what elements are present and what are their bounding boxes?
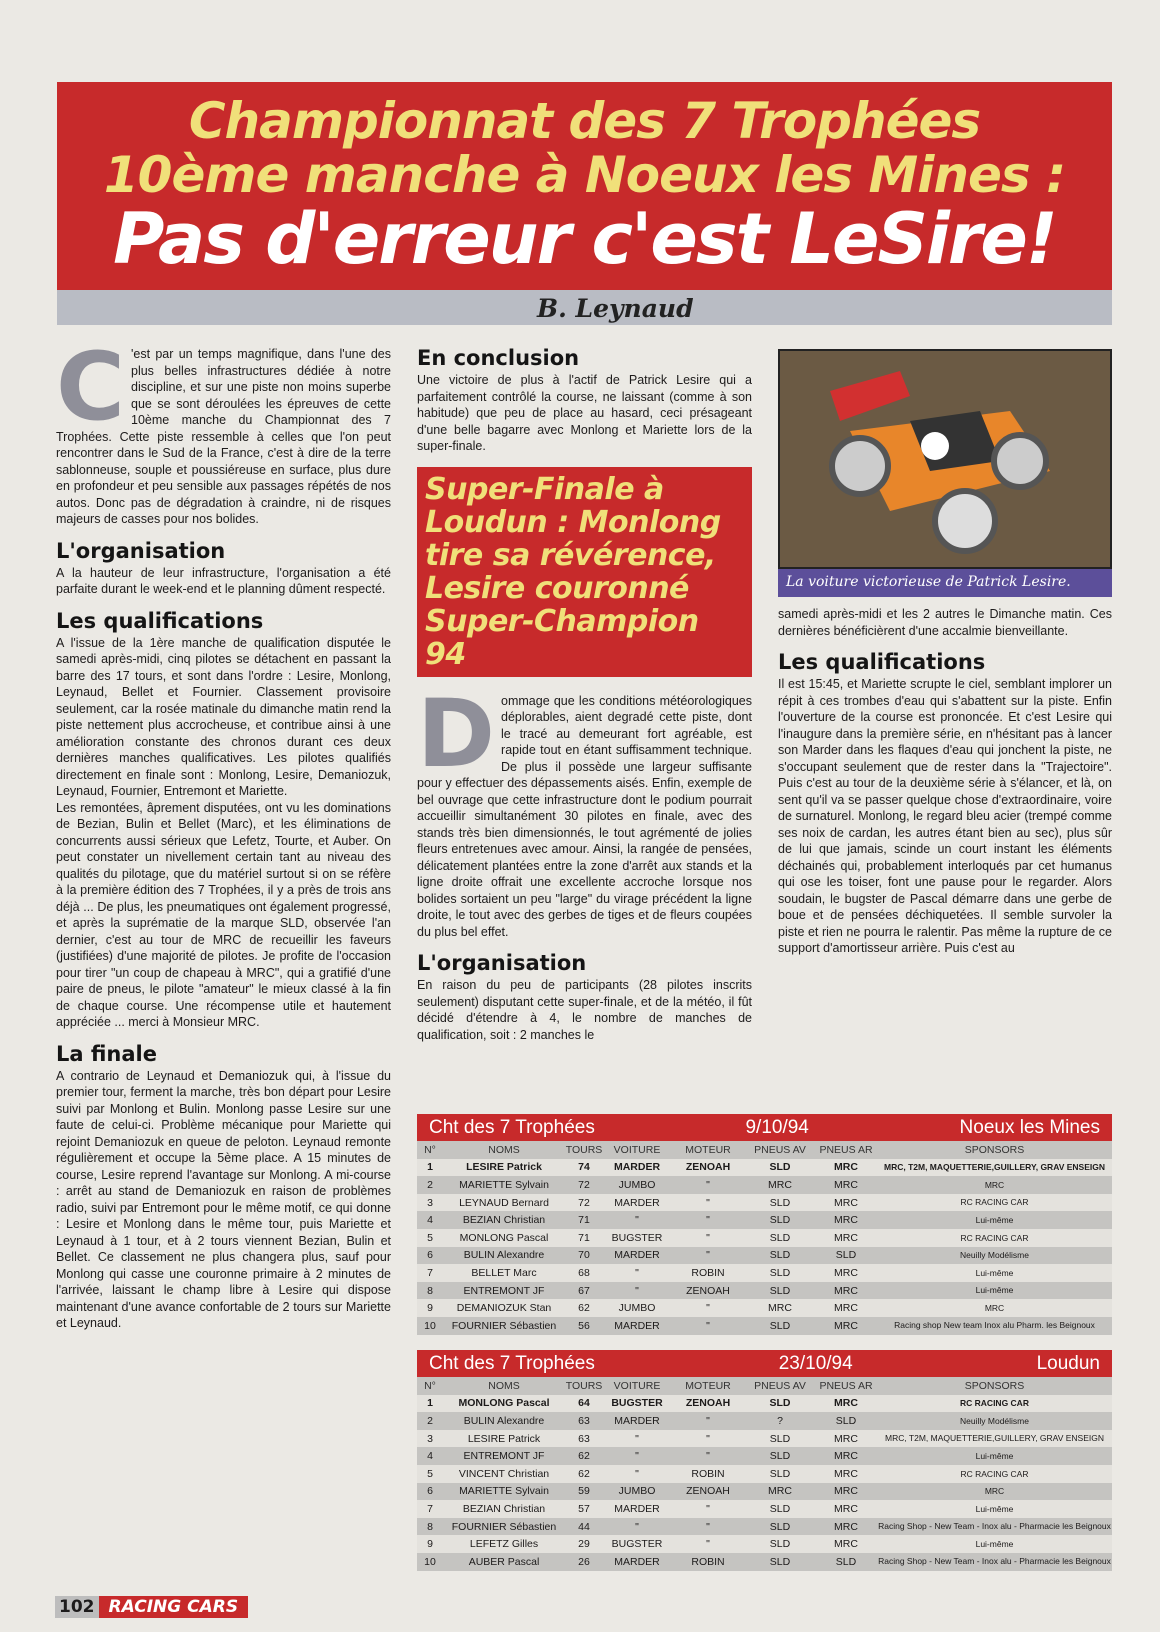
- author-byline: B. Leynaud: [537, 294, 694, 323]
- table-cell: 67: [578, 1284, 590, 1297]
- table-row: [417, 1194, 1112, 1212]
- table-cell: 68: [578, 1266, 590, 1279]
- table-cell: ": [635, 1266, 639, 1279]
- column-1: [56, 333, 391, 1332]
- table-cell: ": [706, 1302, 710, 1315]
- table-cell: RC RACING CAR: [960, 1468, 1029, 1479]
- byline-bar: [57, 290, 1112, 325]
- table-cell: Racing shop New team Inox alu Pharm. les Beignoux: [894, 1320, 1095, 1331]
- table-cell: MRC: [984, 1179, 1005, 1190]
- column-header: SPONSORS: [964, 1143, 1025, 1156]
- table-cell: 5: [427, 1231, 433, 1244]
- table-cell: ZENOAH: [686, 1284, 730, 1297]
- table-cell: MRC: [834, 1397, 858, 1410]
- car-photo: [778, 349, 1112, 569]
- column-header: MOTEUR: [685, 1379, 731, 1392]
- table-cell: ": [706, 1196, 710, 1209]
- table-cell: SLD: [769, 1502, 791, 1515]
- table-row: [417, 1159, 1112, 1177]
- table-row: [417, 1317, 1112, 1335]
- table-cell: 7: [427, 1502, 433, 1515]
- table-cell: MRC: [834, 1266, 858, 1279]
- table-row: [417, 1483, 1112, 1501]
- column-header: PNEUS AV: [754, 1143, 806, 1156]
- table-cell: MRC: [834, 1485, 858, 1498]
- table-header-row: [417, 1377, 1112, 1395]
- table-cell: Lui-même: [975, 1285, 1014, 1296]
- title-headline: Pas d'erreur c'est LeSire!: [113, 198, 1056, 280]
- table-cell: SLD: [769, 1249, 791, 1262]
- photo-caption: La voiture victorieuse de Patrick Lesire.: [778, 569, 1112, 597]
- table-date: 9/10/94: [745, 1116, 809, 1138]
- table-row: [417, 1395, 1112, 1413]
- super-finale-headline: Super-Finale à Loudun : Monlong tire sa révérence, Lesire couronné Super-Champion 94: [417, 467, 752, 677]
- table-cell: SLD: [769, 1467, 791, 1480]
- table-cell: Lui-même: [975, 1214, 1014, 1225]
- table-cell: MARIETTE Sylvain: [459, 1178, 549, 1191]
- table-cell: MONLONG Pascal: [459, 1231, 549, 1244]
- table-cell: 2: [427, 1178, 433, 1191]
- table-cell: LEFETZ Gilles: [469, 1538, 539, 1551]
- column-header: PNEUS AR: [819, 1379, 873, 1392]
- table-cell: 70: [578, 1249, 590, 1262]
- table-row: [417, 1412, 1112, 1430]
- table-cell: MARDER: [614, 1249, 660, 1262]
- table-cell: ": [706, 1319, 710, 1332]
- table-cell: 62: [578, 1302, 590, 1315]
- table-cell: ": [635, 1520, 639, 1533]
- finale-paragraph: A contrario de Leynaud et Demaniozuk qui, à l'issue du premier tour, ferment la marche, très bon départ pour Lesire suivi par Monlong et Bulin. Monlong passe Lesire sur une faute de celui-ci. Problème mécanique pour Mariette qui rejoint Demaniozuk en queue de peloton. Leynaud remonte régulièrement et occupe la 5ème place. A 15 minutes de course, Lesire reprend l'avantage sur Monlong. A mi-course : arrêt au stand de Demaniozuk en raison de problèmes radio, suivi par Entremont pour le même motif, ce qui donne : Lesire et Monlong dans le même tour, puis Mariette et Leynaud à 1 tour, et à 2 tours viennent Bezian, Bulin et Bellet. Ce classement ne plus changera plus, sauf pour Monlong qui casse une couronne primaire à 2 minutes de l'arrivée, laissant le champ libre à Lesire qui dispose maintenant d'une avance confortable de 2 tours sur Mariette et Leynaud.: [56, 1068, 391, 1331]
- table-cell: MRC: [834, 1520, 858, 1533]
- table-cell: MRC: [834, 1161, 858, 1174]
- table-cell: 63: [578, 1414, 590, 1427]
- table-row: [417, 1553, 1112, 1571]
- table-cell: BEZIAN Christian: [462, 1214, 546, 1227]
- table-cell: BUGSTER: [611, 1231, 663, 1244]
- table-cell: JUMBO: [618, 1302, 656, 1315]
- table-cell: LEYNAUD Bernard: [459, 1196, 549, 1209]
- table-cell: ": [706, 1538, 710, 1551]
- column-header: SPONSORS: [964, 1379, 1025, 1392]
- table-cell: MARDER: [614, 1555, 660, 1568]
- table-cell: SLD: [769, 1196, 791, 1209]
- table-cell: ": [706, 1178, 710, 1191]
- table-cell: 10: [424, 1555, 436, 1568]
- table-cell: ": [706, 1432, 710, 1445]
- table-cell: RC RACING CAR: [960, 1197, 1029, 1208]
- table-date: 23/10/94: [778, 1352, 853, 1374]
- table-cell: MRC: [834, 1214, 858, 1227]
- table-cell: BULIN Alexandre: [463, 1414, 545, 1427]
- table-cell: 4: [427, 1450, 433, 1463]
- table-title-bar: [417, 1114, 1112, 1141]
- table-cell: MRC, T2M, MAQUETTERIE,GUILLERY, GRAV ENSEIGN: [885, 1433, 1104, 1444]
- column-header: VOITURE: [613, 1379, 661, 1392]
- table-cell: ROBIN: [691, 1266, 725, 1279]
- table-cell: MRC: [984, 1302, 1005, 1313]
- table-cell: 1: [427, 1161, 433, 1174]
- table-cell: LESIRE Patrick: [467, 1432, 541, 1445]
- table-cell: ENTREMONT JF: [463, 1450, 545, 1463]
- table-cell: Lui-même: [975, 1503, 1014, 1514]
- table-cell: MARDER: [614, 1196, 660, 1209]
- drop-cap: D: [417, 679, 496, 789]
- table-cell: MRC: [834, 1319, 858, 1332]
- column-header: PNEUS AV: [754, 1379, 806, 1392]
- table-cell: Racing Shop - New Team - Inox alu - Pharmacie les Beignoux: [878, 1521, 1111, 1532]
- column-header: N°: [424, 1379, 436, 1392]
- table-cell: SLD: [769, 1161, 791, 1174]
- table-cell: ": [706, 1520, 710, 1533]
- column-header: TOURS: [565, 1143, 603, 1156]
- column-2: [417, 347, 752, 1043]
- table-place: Loudun: [1036, 1352, 1100, 1374]
- column-header: NOMS: [488, 1143, 520, 1156]
- table-cell: 57: [578, 1502, 590, 1515]
- table-cell: MONLONG Pascal: [458, 1397, 550, 1410]
- table-cell: MRC: [834, 1538, 858, 1551]
- table-cell: MRC: [834, 1432, 858, 1445]
- table-cell: FOURNIER Sébastien: [451, 1520, 557, 1533]
- table-cell: 64: [578, 1397, 590, 1410]
- table-cell: MARDER: [614, 1414, 660, 1427]
- table-cell: ": [635, 1284, 639, 1297]
- table-row: [417, 1447, 1112, 1465]
- table-cell: 71: [578, 1231, 590, 1244]
- table-cell: 8: [427, 1284, 433, 1297]
- table-title: Cht des 7 Trophées: [429, 1352, 595, 1374]
- table-cell: 56: [578, 1319, 590, 1332]
- table-cell: SLD: [769, 1266, 791, 1279]
- table-cell: 9: [427, 1302, 433, 1315]
- drop-cap: C: [56, 333, 125, 442]
- table-cell: 44: [578, 1520, 590, 1533]
- table-header-row: [417, 1141, 1112, 1159]
- table-row: [417, 1282, 1112, 1300]
- column-header: MOTEUR: [685, 1143, 731, 1156]
- table-cell: SLD: [769, 1520, 791, 1533]
- table-cell: 2: [427, 1414, 433, 1427]
- table-cell: BEZIAN Christian: [462, 1502, 546, 1515]
- table-row: [417, 1518, 1112, 1536]
- table-cell: SLD: [769, 1432, 791, 1445]
- table-cell: 6: [427, 1249, 433, 1262]
- table-cell: Racing Shop - New Team - Inox alu - Pharmacie les Beignoux: [878, 1556, 1111, 1567]
- table-cell: BUGSTER: [611, 1397, 663, 1410]
- table-cell: ZENOAH: [686, 1485, 730, 1498]
- table-cell: BELLET Marc: [471, 1266, 537, 1279]
- table-cell: 6: [427, 1485, 433, 1498]
- table-cell: VINCENT Christian: [458, 1467, 550, 1480]
- table-cell: ": [635, 1432, 639, 1445]
- table-cell: MRC: [768, 1302, 792, 1315]
- table-cell: ": [706, 1450, 710, 1463]
- table-cell: MRC: [834, 1467, 858, 1480]
- table-cell: MRC: [834, 1502, 858, 1515]
- table-cell: ROBIN: [691, 1467, 725, 1480]
- table-cell: SLD: [769, 1397, 791, 1410]
- column-header: PNEUS AR: [819, 1143, 873, 1156]
- table-cell: FOURNIER Sébastien: [451, 1319, 557, 1332]
- table-cell: SLD: [769, 1319, 791, 1332]
- table-cell: 5: [427, 1467, 433, 1480]
- table-row: [417, 1264, 1112, 1282]
- table-row: [417, 1500, 1112, 1518]
- table-body: [417, 1141, 1112, 1335]
- table-row: [417, 1535, 1112, 1553]
- results-table-loudun: [417, 1350, 1112, 1571]
- organisation-paragraph: A la hauteur de leur infrastructure, l'organisation a été parfaite durant le week-end et le planning dûment respecté.: [56, 565, 391, 597]
- table-cell: SLD: [769, 1450, 791, 1463]
- table-cell: MARDER: [614, 1319, 660, 1332]
- table-cell: RC RACING CAR: [960, 1232, 1029, 1243]
- qualifications-paragraph-2: Les remontées, âprement disputées, ont vu les dominations de Bezian, Bulin et Bellet (Marc), et les éliminations de concurrents aussi sérieux que Lefetz, Tourte, et Auber. On peut constater un nivellement certain tant au niveau des qualités du pilotage, que du matériel surtout si on se réfère à la première édition des 7 Trophées, il y a près de trois ans déjà ... De plus, les pneumatiques ont également progressé, et après la suprématie de la marque SLD, observée l'an dernier, c'est au tour de MRC de recueillir les faveurs (justifiées) d'une majorité de pilotes. Je profite de l'occasion pour tirer "un coup de chapeau à MRC", qui a gratifié d'une paire de pneus, le pilote "amateur" le mieux classé à la fin de chaque course. Une récompense utile et hautement appréciée ... merci à Monsieur MRC.: [56, 800, 391, 1030]
- table-cell: JUMBO: [618, 1485, 656, 1498]
- column-3: [778, 606, 1112, 957]
- table-cell: ": [706, 1249, 710, 1262]
- table-cell: 3: [427, 1432, 433, 1445]
- table-cell: MRC: [834, 1302, 858, 1315]
- conclusion-paragraph: Une victoire de plus à l'actif de Patrick Lesire qui a parfaitement contrôlé la course, ne laissant (comme à son habitude) que peu de place au hasard, ceci présageant d'une belle bagarre avec Monlong et Mariette lors de la super-finale.: [417, 373, 752, 454]
- table-cell: SLD: [835, 1249, 857, 1262]
- table-row: [417, 1247, 1112, 1265]
- table-cell: 74: [578, 1161, 590, 1174]
- table-title: Cht des 7 Trophées: [429, 1116, 595, 1138]
- table-cell: 1: [427, 1397, 433, 1410]
- table-cell: 71: [578, 1214, 590, 1227]
- table-cell: MRC: [984, 1486, 1005, 1497]
- table-cell: 62: [578, 1467, 590, 1480]
- table-cell: 7: [427, 1266, 433, 1279]
- table-cell: SLD: [769, 1231, 791, 1244]
- table-cell: Neuilly Modélisme: [960, 1250, 1029, 1261]
- column-header: VOITURE: [613, 1143, 661, 1156]
- column-header: NOMS: [488, 1379, 520, 1392]
- table-cell: ?: [777, 1414, 783, 1427]
- table-cell: ": [635, 1467, 639, 1480]
- heading-qualifications-2: Les qualifications: [778, 650, 986, 674]
- table-cell: 63: [578, 1432, 590, 1445]
- table-cell: MRC: [834, 1450, 858, 1463]
- table-cell: 8: [427, 1520, 433, 1533]
- table-cell: ": [706, 1214, 710, 1227]
- table-cell: 9: [427, 1538, 433, 1551]
- table-place: Noeux les Mines: [959, 1116, 1100, 1138]
- table-cell: BUGSTER: [611, 1538, 663, 1551]
- organisation-paragraph-2: En raison du peu de participants (28 pilotes inscrits seulement) disputant cette super-finale, et de la météo, il fût décidé d'étendre à 4, le nombre de manches de qualification, soit : 2 manches le: [417, 978, 752, 1042]
- table-cell: BULIN Alexandre: [463, 1249, 545, 1262]
- table-cell: ": [706, 1231, 710, 1244]
- table-cell: MARDER: [613, 1161, 661, 1174]
- table-cell: 62: [578, 1450, 590, 1463]
- buggy-image: [780, 351, 1110, 569]
- table-cell: Lui-même: [975, 1538, 1014, 1549]
- table-cell: MRC: [834, 1284, 858, 1297]
- table-cell: JUMBO: [618, 1178, 656, 1191]
- table-cell: Lui-même: [975, 1267, 1014, 1278]
- table-row: [417, 1299, 1112, 1317]
- table-cell: SLD: [769, 1538, 791, 1551]
- title-banner: [57, 82, 1112, 290]
- table-cell: SLD: [769, 1284, 791, 1297]
- heading-conclusion: En conclusion: [417, 346, 580, 370]
- table-cell: LESIRE Patrick: [466, 1161, 542, 1174]
- table-cell: SLD: [769, 1214, 791, 1227]
- table-cell: ": [706, 1502, 710, 1515]
- title-line-2: 10ème manche à Noeux les Mines :: [103, 146, 1066, 204]
- table-body: [417, 1377, 1112, 1571]
- table-cell: MARIETTE Sylvain: [459, 1485, 549, 1498]
- qualifications-paragraph: A l'issue de la 1ère manche de qualification disputée le samedi après-midi, cinq pilotes se détachent en passant la barre des 17 tours, et sont dans l'ordre : Lesire, Monlong, Leynaud, Bellet et Fournier. Classement provisoire seulement, car la rosée matinale du dimanche matin rend la piste nettement plus accrocheuse, et contribue ainsi à une amélioration constante des chronos durant ces deux dernières manches qualificatives. Les pilotes qualifiés directement en finale sont : Monlong, Lesire, Demaniozuk, Leynaud, Fournier, Entremont et Mariette.: [56, 635, 391, 799]
- qualifications-paragraph-3: Il est 15:45, et Mariette scrupte le ciel, semblant implorer un répit à ces trombes d'eau qui s'abattent sur la piste. Enfin l'ouverture de la course est prononcée. Et c'est Lesire qui l'inaugure dans la première série, en n'hésitant pas à lancer son Marder dans les flaques d'eau qui jonchent la piste, ne s'occupant seulement que de rester dans la "Trajectoire". Puis c'est au tour de la deuxième série à s'élancer, et là, on sent qu'il va se passer quelque chose d'extraordinaire, voire de surnaturel. Monlong, le regard bleu acier (trempé comme ses noix de cardan, les autres étant bien au sec), plus sûr de lui que jamais, scinde un court instant les éléments déchainés qui, probablement interloqués par cet humanus qui ose les toiser, font une pause pour le regarder. Alors soudain, le bugster de Pascal démarre dans une gerbe de boue et de pensées déchiquetées. Il semble survoler la piste et rien ne pourra le ralentir. Pas même la rupture de ce support d'amortisseur arrière. Puis c'est au: [778, 677, 1112, 956]
- table-cell: MRC: [834, 1178, 858, 1191]
- table-cell: 10: [424, 1319, 436, 1332]
- table-cell: 59: [578, 1485, 590, 1498]
- table-cell: 26: [578, 1555, 590, 1568]
- table-cell: ": [635, 1214, 639, 1227]
- table-cell: SLD: [835, 1555, 857, 1568]
- results-table-noeux: [417, 1114, 1112, 1335]
- table-cell: MRC: [768, 1178, 792, 1191]
- table-cell: 4: [427, 1214, 433, 1227]
- table-cell: ZENOAH: [685, 1397, 731, 1410]
- table-cell: 72: [578, 1196, 590, 1209]
- table-cell: MARDER: [614, 1502, 660, 1515]
- table-cell: ZENOAH: [685, 1161, 731, 1174]
- heading-finale: La finale: [56, 1041, 157, 1066]
- table-cell: MRC: [834, 1231, 858, 1244]
- page-number: 102: [55, 1596, 99, 1618]
- intro-paragraph: 'est par un temps magnifique, dans l'une des plus belles infrastructures dédiée à notre discipline, et sur une piste non moins superbe que se sont déroulées les épreuves de cette 10ème manche du Championnat des 7 Trophées. Cette piste ressemble à celles que l'on peut rencontrer dans le Sud de la France, c'est à dire de la terre sablonneuse, souple et poussiéreuse en surface, plus dure en profondeur et peu sensible aux passages répétés de nos autos. Donc pas de dégradation à craindre, ni de risques majeurs de casses pour nos bolides.: [56, 347, 391, 526]
- super-finale-intro: ommage que les conditions météorologiques déplorables, aient degradé cette piste, dont le tracé au demeurant fort agréable, est rapide tout en étant suffisamment technique. De plus il possède une largeur suffisante pour y effectuer des dépassements aisés. Enfin, exemple de bel ouvrage que cette infrastructure dont le podium pourrait accueillir simultanément 30 pilotes en finale, avec des stands très bien dimensionnés, le tout agrémenté de jolies fleurs entretenues avec amour. Ainsi, la rangée de pensées, délicatement plantées entre la zone d'arrêt aux stands et la ligne droite offrait une excellente accroche lorsque nos bolides sortaient un peu "large" du virage précédent la ligne droite, le tout avec des gerbes de tiges et de fleurs coupées du plus bel effet.: [417, 693, 752, 939]
- table-cell: MRC, T2M, MAQUETTERIE,GUILLERY, GRAV ENSEIGN: [883, 1162, 1105, 1173]
- table-cell: Lui-même: [975, 1450, 1014, 1461]
- table-cell: DEMANIOZUK Stan: [456, 1302, 552, 1315]
- table-row: [417, 1430, 1112, 1448]
- title-line-1: Championnat des 7 Trophées: [188, 92, 981, 150]
- column-header: N°: [424, 1143, 436, 1156]
- page-footer: [55, 1596, 248, 1618]
- table-cell: SLD: [835, 1414, 857, 1427]
- table-cell: ": [635, 1450, 639, 1463]
- table-cell: 29: [578, 1538, 590, 1551]
- table-cell: Neuilly Modélisme: [960, 1415, 1029, 1426]
- column-header: TOURS: [565, 1379, 603, 1392]
- heading-organisation: L'organisation: [56, 538, 226, 563]
- table-cell: ": [706, 1414, 710, 1427]
- table-title-bar: [417, 1350, 1112, 1377]
- magazine-name: RACING CARS: [99, 1596, 249, 1618]
- table-row: [417, 1229, 1112, 1247]
- table-cell: MRC: [768, 1485, 792, 1498]
- table-cell: ENTREMONT JF: [463, 1284, 545, 1297]
- table-cell: 72: [578, 1178, 590, 1191]
- heading-organisation-2: L'organisation: [417, 951, 587, 976]
- table-row: [417, 1176, 1112, 1194]
- table-cell: ROBIN: [691, 1555, 725, 1568]
- table-cell: AUBER Pascal: [468, 1555, 540, 1568]
- table-cell: 3: [427, 1196, 433, 1209]
- table-cell: MRC: [834, 1196, 858, 1209]
- heading-qualifications: Les qualifications: [56, 608, 264, 633]
- table-row: [417, 1211, 1112, 1229]
- continued-paragraph: samedi après-midi et les 2 autres le Dimanche matin. Ces dernières bénéficièrent d'une accalmie bienveillante.: [778, 607, 1112, 638]
- table-cell: RC RACING CAR: [960, 1398, 1029, 1409]
- table-cell: SLD: [769, 1555, 791, 1568]
- table-row: [417, 1465, 1112, 1483]
